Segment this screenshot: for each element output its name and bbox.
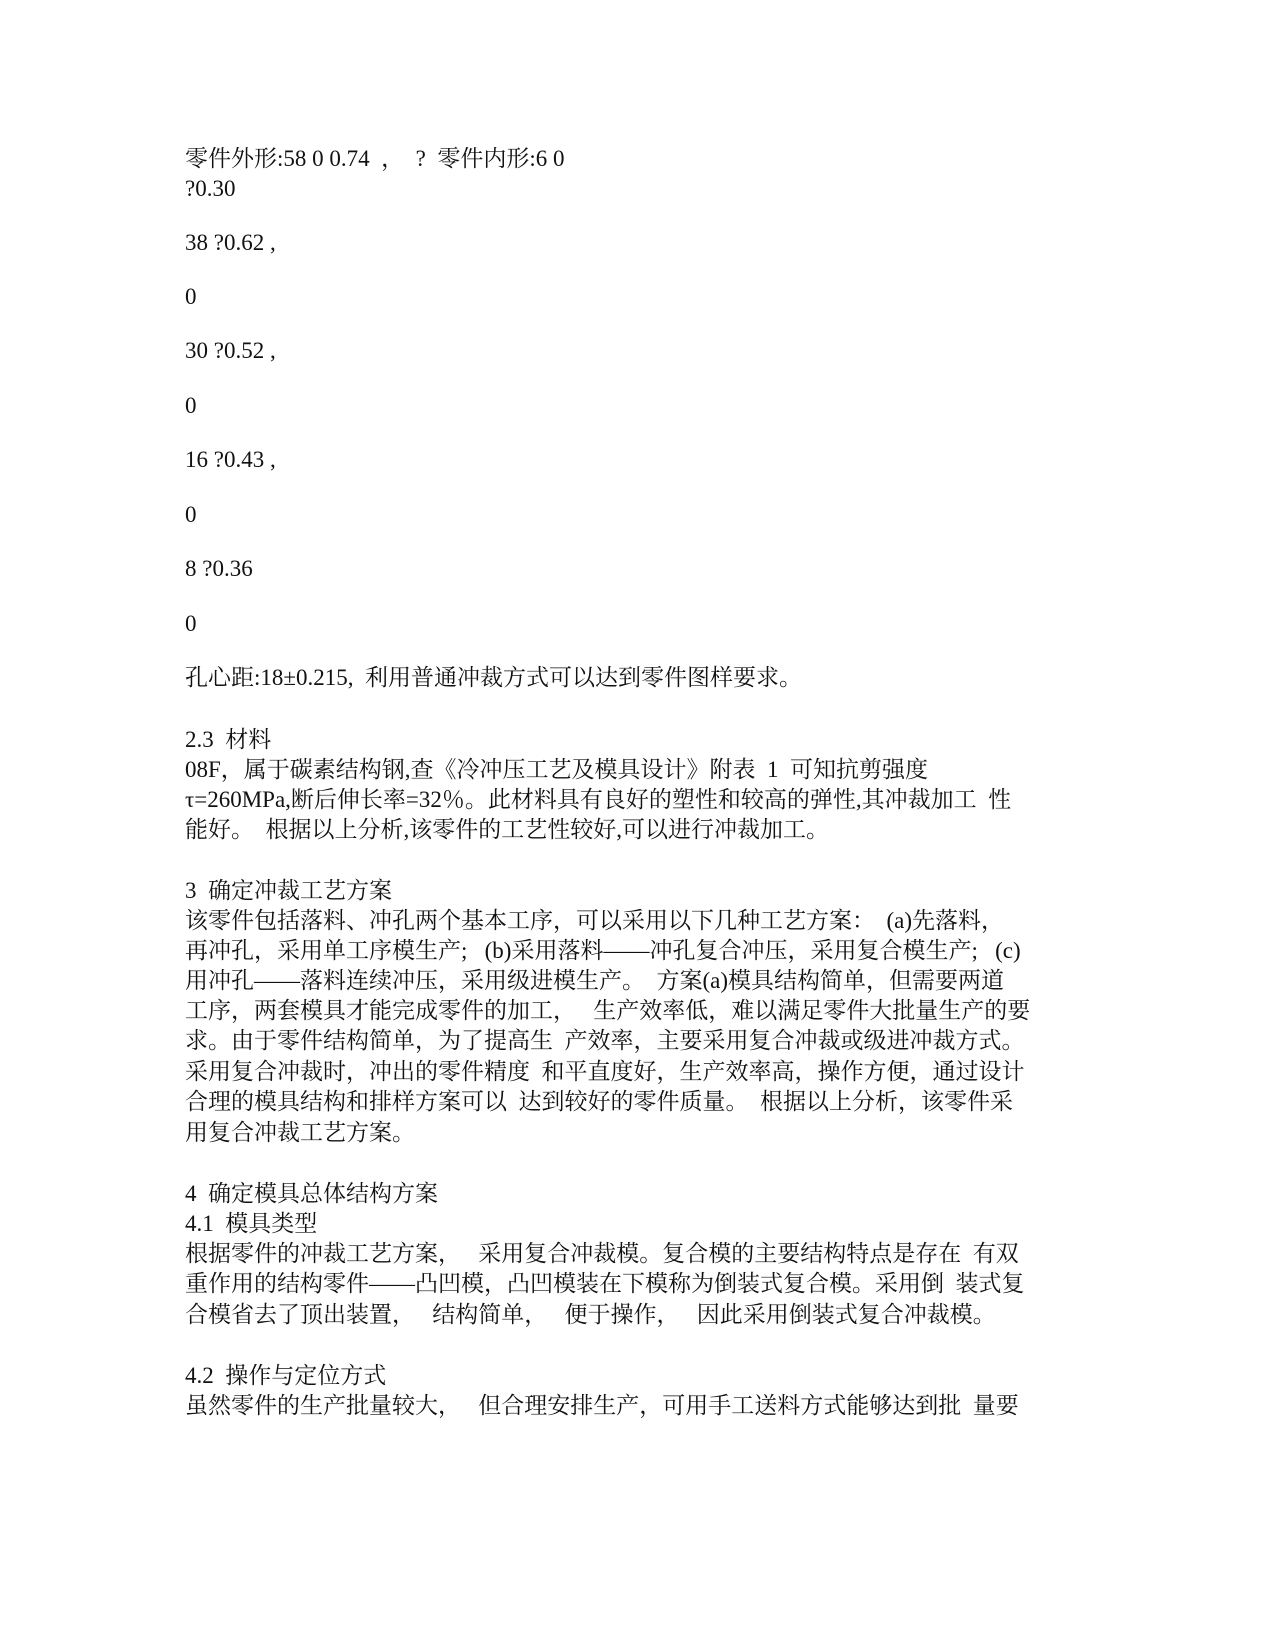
paragraph-line: 再冲孔，采用单工序模生产; (b)采用落料——冲孔复合冲压，采用复合模生产; (c) [185,938,1021,963]
section-heading: 3 确定冲裁工艺方案 [185,878,392,903]
paragraph-line: 08F，属于碳素结构钢,查《冷冲压工艺及模具设计》附表 1 可知抗剪强度 [185,757,929,782]
dimension-8-line: 8 ?0.36 [185,556,253,581]
tolerance-line: ?0.30 [185,176,236,201]
paragraph-line: 用冲孔——落料连续冲压，采用级进模生产。 方案(a)模具结构简单，但需要两道 [185,968,1005,993]
paragraph-line: 工序，两套模具才能完成零件的加工， 生产效率低，难以满足零件大批量生产的要 [185,998,1031,1023]
section-heading: 2.3 材料 [185,727,272,752]
section-heading: 4 确定模具总体结构方案 [185,1181,438,1206]
paragraph-line: 根据零件的冲裁工艺方案， 采用复合冲裁模。复合模的主要结构特点是存在 有双 [185,1241,1019,1266]
zero-line: 0 [185,611,197,636]
paragraph-line: 采用复合冲裁时，冲出的零件精度 和平直度好，生产效率高，操作方便，通过设计 [185,1059,1025,1084]
paragraph-line: 用复合冲裁工艺方案。 [185,1120,415,1145]
subsection-heading: 4.2 操作与定位方式 [185,1363,387,1388]
dimension-16-line: 16 ?0.43 , [185,447,276,472]
outer-dimension-line: 零件外形:58 0 0.74 ， ? 零件内形:6 0 [185,146,565,171]
dimension-38-line: 38 ?0.62 , [185,230,276,255]
hole-distance-line: 孔心距:18±0.215, 利用普通冲裁方式可以达到零件图样要求。 [185,665,803,690]
paragraph-line: 能好。 根据以上分析,该零件的工艺性较好,可以进行冲裁加工。 [185,817,829,842]
zero-line: 0 [185,502,197,527]
paragraph-line: 合模省去了顶出装置， 结构简单， 便于操作， 因此采用倒装式复合冲裁模。 [185,1302,996,1327]
paragraph-line: τ=260MPa,断后伸长率=32％。此材料具有良好的塑性和较高的弹性,其冲裁加工 性 [185,787,1012,812]
subsection-heading: 4.1 模具类型 [185,1211,318,1236]
paragraph-line: 虽然零件的生产批量较大， 但合理安排生产，可用手工送料方式能够达到批 量要 [185,1393,1019,1418]
dimension-30-line: 30 ?0.52 , [185,338,276,363]
zero-line: 0 [185,284,197,309]
paragraph-line: 该零件包括落料、冲孔两个基本工序，可以采用以下几种工艺方案： (a)先落料， [185,908,1005,933]
paragraph-line: 求。由于零件结构简单，为了提高生 产效率，主要采用复合冲裁或级进冲裁方式。 [185,1028,1025,1053]
paragraph-line: 重作用的结构零件——凸凹模，凸凹模装在下模称为倒装式复合模。采用倒 装式复 [185,1271,1025,1296]
paragraph-line: 合理的模具结构和排样方案可以 达到较好的零件质量。 根据以上分析，该零件采 [185,1089,1013,1114]
zero-line: 0 [185,393,197,418]
